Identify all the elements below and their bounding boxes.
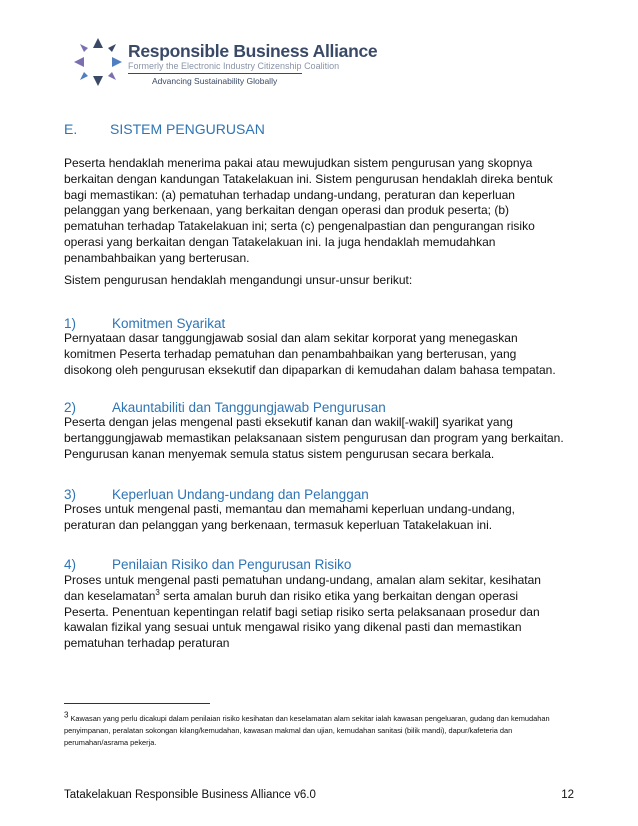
rba-logo — [72, 36, 378, 92]
logo-tagline: Advancing Sustainability Globally — [152, 76, 278, 86]
section-heading — [64, 121, 265, 137]
item-3-number: 3) — [64, 487, 77, 502]
item-4-number: 4) — [64, 557, 77, 572]
item-2-body: Peserta dengan jelas mengenal pasti eksekutif kanan dan wakil[-wakil] syarikat yang bertanggungjawab memastikan pelaksanaan sistem pengurusan dan program yang berkaitan. Pengurusan kanan menyemak semula status sistem pengurusan secara berkala. — [64, 415, 564, 461]
footer-document-title: Tatakelakuan Responsible Business Alliance v6.0 — [64, 789, 316, 801]
logo-subtitle: Formerly the Electronic Industry Citizenship Coalition — [128, 61, 340, 71]
item-1-title: Komitmen Syarikat — [112, 316, 226, 331]
item-3-title: Keperluan Undang-undang dan Pelanggan — [112, 487, 369, 502]
intro-paragraph: Peserta hendaklah menerima pakai atau mewujudkan sistem pengurusan yang skopnya berkaitan dengan kandungan Tatakelakuan ini. Sistem pengurusan hendaklah direka bentuk bagi memastikan: (a) pematuhan terhadap undang-undang, peraturan dan keperluan pelanggan yang berkenaan, yang berkaitan dengan operasi dan produk peserta; (b) pematuhan terhadap Tatakelakuan ini; serta (c) pengenalpastian dan pengurangan risiko operasi yang berkaitan dengan Tatakelakuan ini. Ia juga hendaklah memudahkan penambahbaikan yang berterusan. — [64, 156, 553, 265]
logo-divider — [128, 73, 302, 74]
item-3-body: Proses untuk mengenal pasti, memantau dan memahami keperluan undang-undang, peraturan dan pelanggan yang berkenaan, termasuk keperluan Tatakelakuan ini. — [64, 502, 515, 532]
item-4-body-part1: Proses untuk mengenal pasti pematuhan undang-undang, amalan alam sekitar, kesihatan dan keselamatan — [64, 573, 541, 603]
item-1-heading — [64, 316, 225, 331]
item-3-heading — [64, 487, 369, 502]
footnote-number: 3 — [64, 710, 69, 720]
logo-title: Responsible Business Alliance — [128, 41, 378, 61]
footnote-text: Kawasan yang perlu dicakupi dalam penilaian risiko kesihatan dan keselamatan alam sekitar ialah kawasan pengeluaran, gudang dan kemudahan penyimpanan, peralatan sokongan kilang/kemudahan, kawasan makmal dan ujian, kemudahan sanitasi (bilik mandi), dapur/kafeteria dan perumahan/asrama pekerja. — [64, 714, 550, 747]
footnote-reference[interactable]: 3 — [155, 587, 160, 597]
item-2-title: Akauntabiliti dan Tanggungjawab Pengurusan — [112, 400, 386, 415]
item-4-body-part2: serta amalan buruh dan risiko etika yang berkaitan dengan operasi Peserta. Penentuan kepentingan relatif bagi setiap risiko serta pelaksanaan prosedur dan kawalan fizikal yang sesuai untuk mengawal risiko yang dikenal pasti dan memastikan pematuhan terhadap peraturan — [64, 588, 540, 651]
item-4-heading — [64, 557, 351, 572]
item-1-number: 1) — [64, 316, 77, 331]
item-2-heading — [64, 400, 386, 415]
elements-intro: Sistem pengurusan hendaklah mengandungi unsur-unsur berikut: — [64, 273, 413, 287]
item-1-body: Pernyataan dasar tanggungjawab sosial dan alam sekitar korporat yang menegaskan komitmen Peserta terhadap pematuhan dan penambahbaikan yang berterusan, yang disokong oleh pengurusan eksekutif dan dipaparkan di kemudahan dalam bahasa tempatan. — [64, 331, 556, 377]
item-4-body — [64, 573, 564, 652]
section-title: SISTEM PENGURUSAN — [110, 121, 265, 137]
footnote — [64, 710, 564, 749]
rba-compass-logo-icon — [72, 36, 124, 88]
section-letter: E. — [64, 121, 78, 137]
item-2-number: 2) — [64, 400, 77, 415]
item-4-title: Penilaian Risiko dan Pengurusan Risiko — [112, 557, 352, 572]
footnote-divider — [64, 703, 210, 704]
footer-page-number: 12 — [561, 789, 574, 801]
